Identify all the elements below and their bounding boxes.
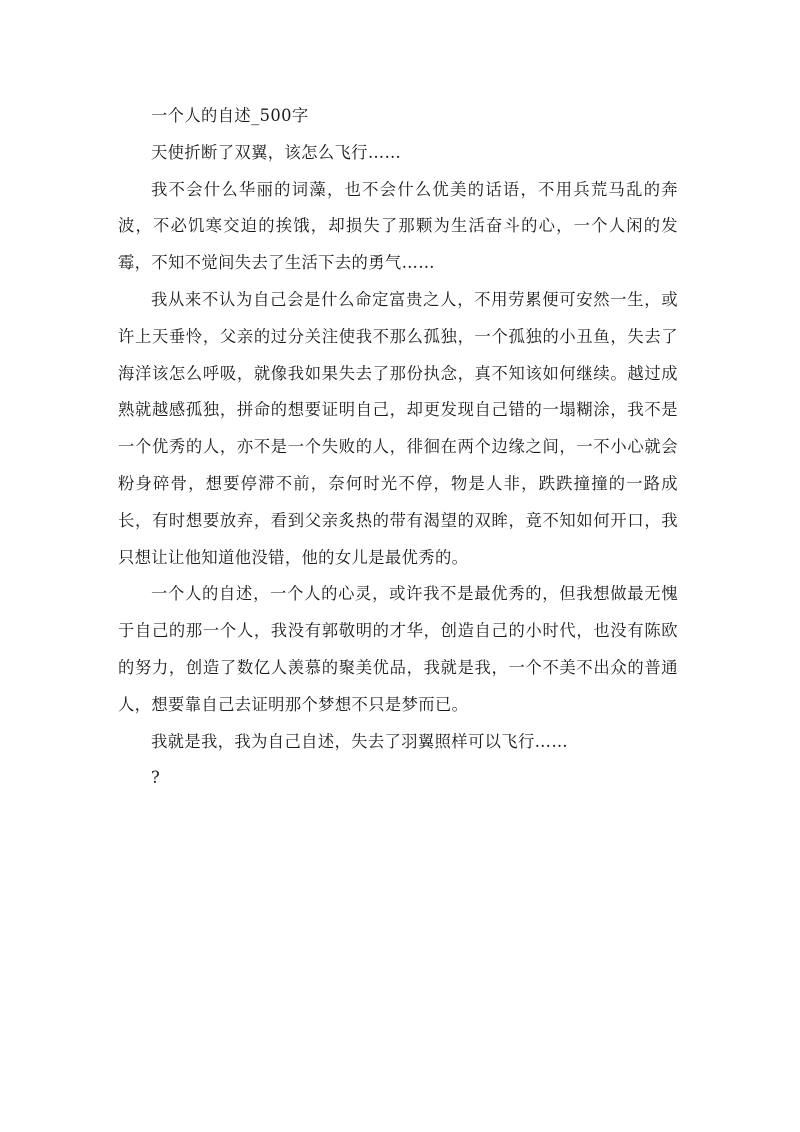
document-body	[118, 98, 678, 797]
paragraph-6: ?	[151, 768, 161, 788]
paragraph-4: 一个人的自述，一个人的心灵，或许我不是最优秀的，但我想做最无愧于自己的那一个人，我没有郭敬明的才华，创造自己的小时代，也没有陈欧的努力，创造了数亿人羡慕的聚美优品，我就是我，一个不美不出众的普通人，想要靠自己去证明那个梦想不只是梦而已。	[118, 584, 678, 714]
paragraph-1: 天使折断了双翼，该怎么飞行……	[151, 142, 402, 162]
document-title: 一个人的自述_500字	[151, 106, 309, 125]
paragraph-2: 我不会什么华丽的词藻，也不会什么优美的话语，不用兵荒马乱的奔波，不必饥寒交迫的挨饿，却损失了那颗为生活奋斗的心，一个人闲的发霉，不知不觉间失去了生活下去的勇气……	[118, 179, 678, 273]
paragraph-3: 我从来不认为自己会是什么命定富贵之人，不用劳累便可安然一生，或许上天垂怜，父亲的过分关注使我不那么孤独，一个孤独的小丑鱼，失去了海洋该怎么呼吸，就像我如果失去了那份执念，真不知该如何继续。越过成熟就越感孤独，拼命的想要证明自己，却更发现自己错的一塌糊涂，我不是一个优秀的人，亦不是一个失败的人，徘徊在两个边缘之间，一不小心就会粉身碎骨，想要停滞不前，奈何时光不停，物是人非，跌跌撞撞的一路成长，有时想要放弃，看到父亲炙热的带有渴望的双眸，竟不知如何开口，我只想让让他知道他没错，他的女儿是最优秀的。	[118, 289, 678, 567]
paragraph-5: 我就是我，我为自己自述，失去了羽翼照样可以飞行……	[151, 731, 569, 751]
